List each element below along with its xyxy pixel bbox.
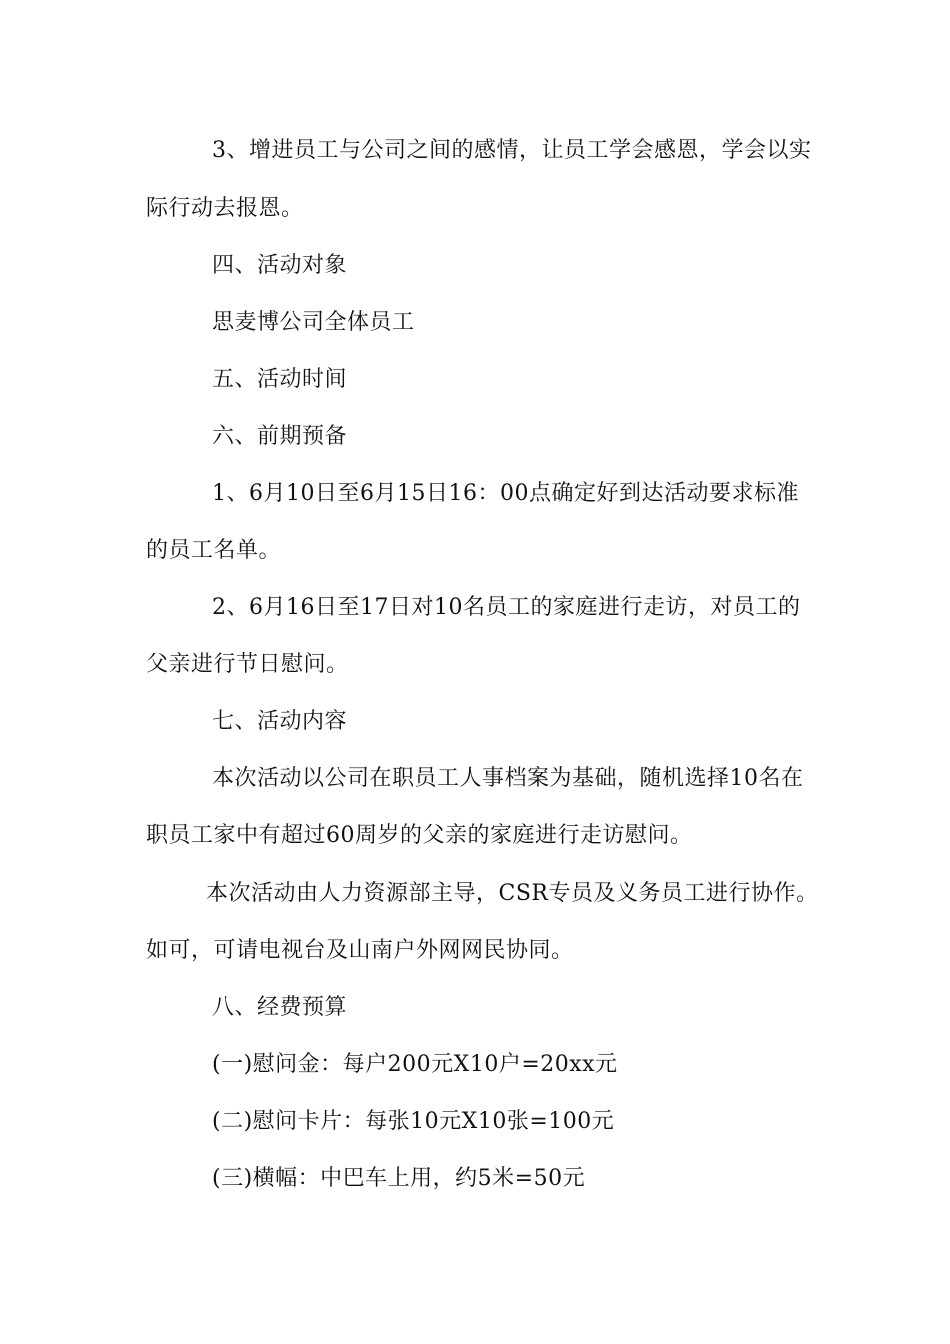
paragraph-line: 3、增进员工与公司之间的感情，让员工学会感恩，学会以实 bbox=[212, 138, 812, 163]
paragraph-line: 本次活动以公司在职员工人事档案为基础，随机选择10名在 bbox=[212, 766, 804, 791]
section-heading: 四、活动对象 bbox=[212, 253, 348, 278]
budget-item: (三)横幅：中巴车上用，约5米=50元 bbox=[212, 1166, 586, 1191]
paragraph-line: 的员工名单。 bbox=[146, 538, 282, 563]
paragraph-line: 思麦博公司全体员工 bbox=[212, 310, 415, 335]
paragraph-line: 如可，可请电视台及山南户外网网民协同。 bbox=[146, 938, 574, 963]
paragraph-line: 1、6月10日至6月15日16：00点确定好到达活动要求标准 bbox=[212, 481, 799, 506]
paragraph-line: 2、6月16日至17日对10名员工的家庭进行走访，对员工的 bbox=[212, 595, 801, 620]
paragraph-line: 本次活动由人力资源部主导，CSR专员及义务员工进行协作。 bbox=[206, 881, 819, 906]
section-heading: 五、活动时间 bbox=[212, 367, 348, 392]
section-heading: 六、前期预备 bbox=[212, 424, 348, 449]
section-heading: 七、活动内容 bbox=[212, 709, 348, 734]
paragraph-line: 职员工家中有超过60周岁的父亲的家庭进行走访慰问。 bbox=[146, 823, 693, 848]
paragraph-line: 际行动去报恩。 bbox=[146, 196, 304, 221]
paragraph-line: 父亲进行节日慰问。 bbox=[146, 652, 349, 677]
budget-item: (一)慰问金：每户200元X10户=20xx元 bbox=[212, 1052, 618, 1077]
section-heading: 八、经费预算 bbox=[212, 995, 348, 1020]
budget-item: (二)慰问卡片：每张10元X10张=100元 bbox=[212, 1109, 615, 1134]
